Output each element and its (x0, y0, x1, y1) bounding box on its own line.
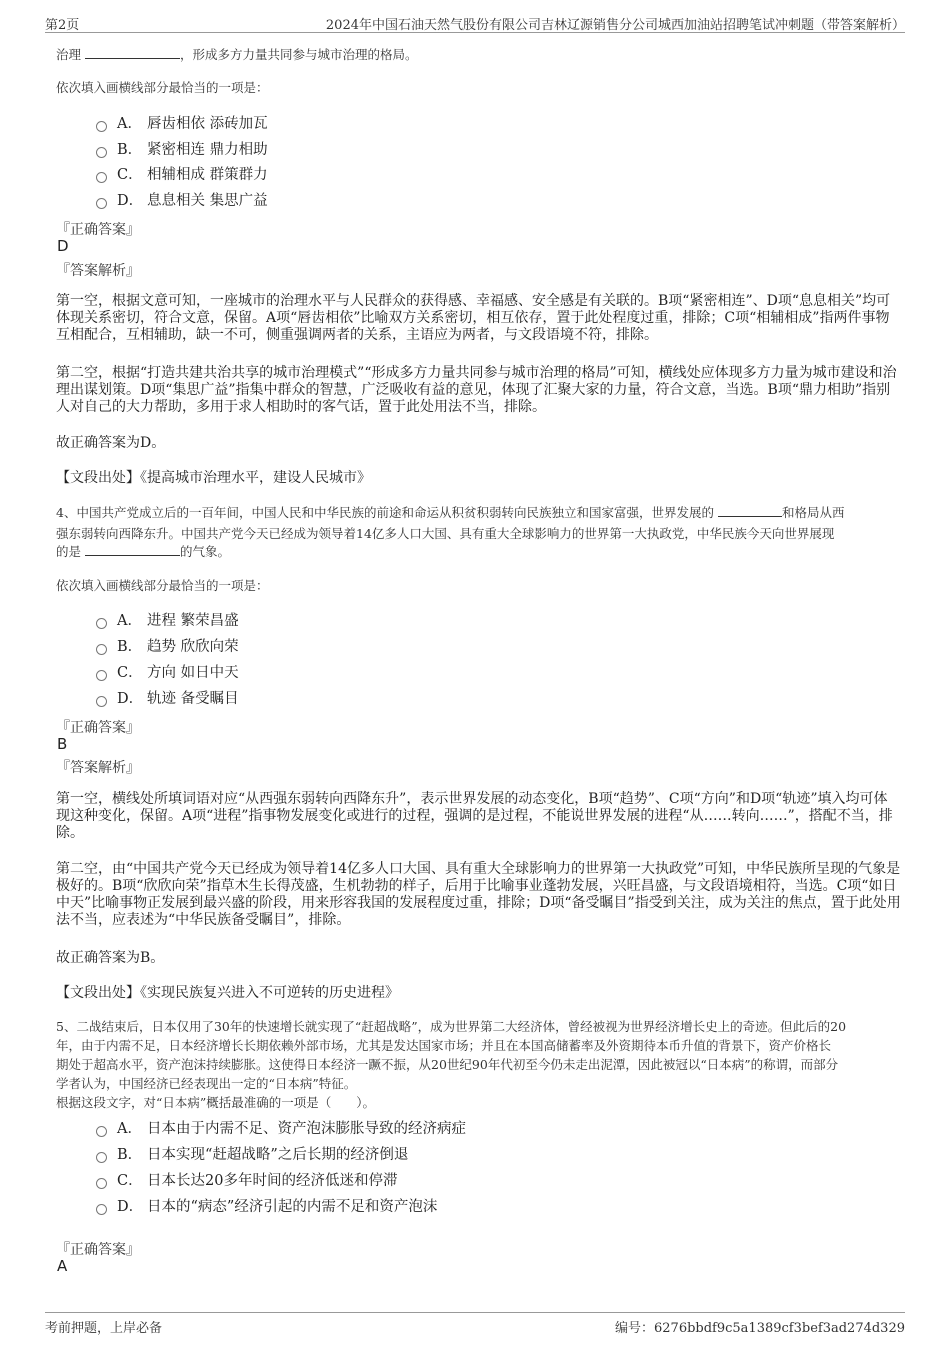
fill-blank (85, 45, 180, 59)
page-footer (45, 1312, 905, 1335)
q3-analysis-conclusion: 故正确答案为D。 (56, 435, 166, 451)
radio-icon[interactable] (96, 172, 107, 183)
q3-analysis-paragraph-1: 第一空，根据文意可知，一座城市的治理水平与人民群众的获得感、幸福感、安全感是有关联的。B项“紧密相连”、D项“息息相关”均可体现关系密切，符合文意，保留。A项“唇齿相依”比喻双方关系密切，相互依存，置于此处程度过重，排除；C项“相辅相成”指两件事物互相配合，互相辅助，缺一不可，侧重强调两者的关系，主语应为两者，与文段语境不符，排除。 (56, 293, 891, 343)
q3-answer-label: 『正确答案』 (56, 222, 140, 238)
q4-option-a[interactable]: A． 进程 繁荣昌盛 (96, 610, 239, 632)
radio-icon[interactable] (96, 198, 107, 209)
q4-option-d[interactable]: D． 轨迹 备受瞩目 (96, 688, 239, 710)
q4-analysis-conclusion: 故正确答案为B。 (56, 950, 165, 966)
q4-analysis-label: 『答案解析』 (56, 760, 140, 776)
footer-slogan: 考前押题，上岸必备 (45, 1321, 163, 1336)
q5-option-a[interactable]: A． 日本由于内需不足、资产泡沫膨胀导致的经济病症 (96, 1118, 466, 1140)
q5-option-c[interactable]: C． 日本长达20多年时间的经济低迷和停滞 (96, 1170, 397, 1192)
radio-icon[interactable] (96, 147, 107, 158)
q4-option-c[interactable]: C． 方向 如日中天 (96, 662, 239, 684)
document-title: 2024年中国石油天然气股份有限公司吉林辽源销售分公司城西加油站招聘笔试冲刺题（带答案解析） (325, 18, 905, 33)
q5-stem-line-3: 期处于超高水平，资产泡沫持续膨胀。这使得日本经济一蹶不振，从20世纪90年代初至今仍未走出泥潭，因此被冠以“日本病”的称谓，而部分 (56, 1057, 839, 1072)
radio-icon[interactable] (96, 1178, 107, 1189)
q5-stem-line-2: 年，由于内需不足，日本经济增长长期依赖外部市场，尤其是发达国家市场；并且在本国高储蓄率及外资期待本币升值的背景下，资产价格长 (56, 1038, 832, 1053)
q5-option-b[interactable]: B． 日本实现“赶超战略”之后长期的经济倒退 (96, 1144, 408, 1166)
fill-blank (718, 503, 782, 517)
q5-answer-label: 『正确答案』 (56, 1242, 140, 1258)
radio-icon[interactable] (96, 670, 107, 681)
q3-stem-continuation: 治理 ，形成多方力量共同参与城市治理的格局。 (56, 47, 418, 62)
q5-answer: A (57, 1257, 68, 1275)
radio-icon[interactable] (96, 1152, 107, 1163)
q5-question: 根据这段文字，对“日本病”概括最准确的一项是（ ）。 (56, 1095, 376, 1110)
radio-icon[interactable] (96, 1126, 107, 1137)
document-id: 编号：6276bbdf9c5a1389cf3bef3ad274d329 (615, 1321, 905, 1336)
page-number: 第2页 (45, 18, 80, 33)
page-header (45, 10, 905, 33)
q5-option-d[interactable]: D． 日本的“病态”经济引起的内需不足和资产泡沫 (96, 1196, 437, 1218)
q3-option-d[interactable]: D． 息息相关 集思广益 (96, 190, 268, 212)
radio-icon[interactable] (96, 618, 107, 629)
q3-source: 【文段出处】《提高城市治理水平，建设人民城市》 (56, 470, 371, 486)
q4-stem-line-2: 强东弱转向西降东升。中国共产党今天已经成为领导着14亿多人口大国、具有重大全球影响力的世界第一大执政党，中华民族今天向世界展现 (56, 526, 835, 541)
q3-answer: D (57, 237, 69, 255)
q3-analysis-paragraph-2: 第二空，根据“打造共建共治共享的城市治理模式”“形成多方力量共同参与城市治理的格局”可知，横线处应体现多方力量为城市建设和治理出谋划策。D项“集思广益”指集中群众的智慧，广泛吸收有益的意见，体现了汇聚大家的力量，符合文意，当选。B项“鼎力相助”指别人对自己的大力帮助，多用于求人相助时的客气话，置于此处用法不当，排除。 (56, 365, 897, 415)
radio-icon[interactable] (96, 121, 107, 132)
q5-stem-line-4: 学者认为，中国经济已经表现出一定的“日本病”特征。 (56, 1076, 357, 1091)
q3-instruction: 依次填入画横线部分最恰当的一项是： (56, 80, 269, 95)
radio-icon[interactable] (96, 644, 107, 655)
q4-analysis-paragraph-1: 第一空，横线处所填词语对应“从西强东弱转向西降东升”，表示世界发展的动态变化，B项“趋势”、C项“方向”和D项“轨迹”填入均可体现这种变化，保留。A项“进程”指事物发展变化或进行的过程，强调的是过程，不能说世界发展的进程“从……转向……”，搭配不当，排除。 (56, 791, 893, 841)
q5-stem-line-1: 5、二战结束后，日本仅用了30年的快速增长就实现了“赶超战略”，成为世界第二大经济体，曾经被视为世界经济增长史上的奇迹。但此后的20 (56, 1019, 847, 1034)
q3-analysis-label: 『答案解析』 (56, 263, 140, 279)
q4-instruction: 依次填入画横线部分最恰当的一项是： (56, 578, 269, 593)
q3-option-a[interactable]: A． 唇齿相依 添砖加瓦 (96, 113, 268, 135)
q4-stem-line-1: 4、中国共产党成立后的一百年间，中国人民和中华民族的前途和命运从积贫积弱转向民族独立和国家富强，世界发展的 和格局从西 (56, 505, 845, 520)
q4-option-b[interactable]: B． 趋势 欣欣向荣 (96, 636, 239, 658)
q3-option-c[interactable]: C． 相辅相成 群策群力 (96, 164, 268, 186)
radio-icon[interactable] (96, 1204, 107, 1215)
q4-answer-label: 『正确答案』 (56, 720, 140, 736)
fill-blank (85, 542, 180, 556)
q4-source: 【文段出处】《实现民族复兴进入不可逆转的历史进程》 (56, 985, 399, 1001)
q4-stem-line-3: 的是 的气象。 (56, 544, 231, 559)
q3-option-b[interactable]: B． 紧密相连 鼎力相助 (96, 139, 268, 161)
q4-analysis-paragraph-2: 第二空，由“中国共产党今天已经成为领导着14亿多人口大国、具有重大全球影响力的世界第一大执政党”可知，中华民族所呈现的气象是极好的。B项“欣欣向荣”指草木生长得茂盛，生机勃勃的样子，后用于比喻事业蓬勃发展，兴旺昌盛，与文段语境相符，当选。C项“如日中天”比喻事物正发展到最兴盛的阶段，用来形容我国的发展程度过重，排除；D项“备受瞩目”指受到关注，成为关注的焦点，置于此处用法不当，应表述为“中华民族备受瞩目”，排除。 (56, 861, 901, 928)
q4-answer: B (57, 735, 68, 753)
radio-icon[interactable] (96, 696, 107, 707)
